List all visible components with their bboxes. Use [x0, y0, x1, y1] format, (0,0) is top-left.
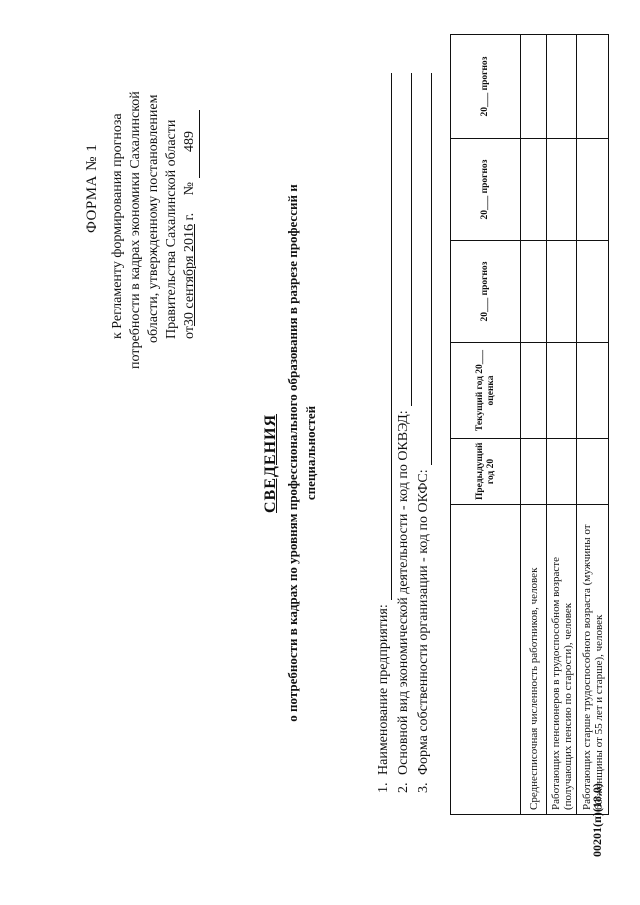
document-title: СВЕДЕНИЯ [262, 413, 279, 513]
field-label: Наименование предприятия: [376, 604, 391, 775]
row-label: Работающих пенсионеров в трудоспособном возрасте (получающих пенсию по старости), человек [547, 505, 577, 815]
field-number: 2. [396, 782, 411, 793]
field-number: 3. [416, 782, 431, 793]
table-cell[interactable] [577, 439, 609, 505]
table-cell[interactable] [547, 439, 577, 505]
table-header-cell: 20___ прогноз [451, 35, 521, 139]
decree-date-line [180, 111, 200, 340]
table-cell[interactable] [521, 343, 547, 439]
table-header-cell [451, 505, 521, 815]
regulation-ref-line-1: к Регламенту формирования прогноза [110, 113, 125, 339]
table-header-cell: Текущий год 20___ оценка [451, 343, 521, 439]
table-cell[interactable] [547, 343, 577, 439]
decree-number: 489 [180, 111, 200, 179]
subtitle-line-2: специальностей [303, 405, 318, 501]
table-cell[interactable] [521, 139, 547, 241]
table-header-row [451, 35, 521, 815]
regulation-ref-line-4: Правительства Сахалинской области [164, 119, 179, 339]
table-cell[interactable] [547, 139, 577, 241]
form-title: ФОРМА № 1 [84, 143, 100, 233]
table-row [547, 35, 577, 815]
field-label: Основной вид экономической деятельности - код по ОКВЭД: [396, 410, 411, 775]
table-cell[interactable] [521, 241, 547, 343]
field-number: 1. [376, 782, 391, 793]
staffing-table [450, 34, 609, 815]
subtitle-line-1: о потребности в кадрах по уровням профессионального образования в разрезе профессий и [285, 184, 300, 722]
table-cell[interactable] [547, 241, 577, 343]
field-okfs-code[interactable] [416, 73, 432, 793]
date-prefix: от [182, 326, 197, 339]
table-cell[interactable] [521, 35, 547, 139]
table-cell[interactable] [521, 439, 547, 505]
regulation-ref-line-2: потребности в кадрах экономики Сахалинской [128, 91, 143, 369]
field-fill-line[interactable] [417, 73, 432, 465]
table-row [521, 35, 547, 815]
table-cell[interactable] [577, 343, 609, 439]
field-fill-line[interactable] [377, 73, 392, 600]
row-label: Работающих старше трудоспособного возраста (мужчины от 60/женщины от 55 лет и старше), человек [577, 505, 609, 815]
field-enterprise-name[interactable] [376, 73, 392, 793]
field-label: Форма собственности организации - код по ОКФС: [416, 469, 431, 775]
table-cell[interactable] [547, 35, 577, 139]
table-header-cell: Предыдущий год 20 [451, 439, 521, 505]
field-fill-line[interactable] [397, 73, 412, 406]
year-suffix: г. [182, 212, 197, 221]
number-label: № [182, 182, 197, 196]
table-cell[interactable] [577, 241, 609, 343]
regulation-ref-line-3: области, утвержденному постановлением [146, 94, 161, 343]
table-cell[interactable] [577, 139, 609, 241]
table-row [577, 35, 609, 815]
table-header-cell: 20___ прогноз [451, 139, 521, 241]
row-label: Среднесписочная численность работников, человек [521, 505, 547, 815]
field-okved-code[interactable] [396, 73, 412, 793]
decree-date: 30 сентября 2016 [182, 224, 197, 327]
table-cell[interactable] [577, 35, 609, 139]
document-subtitle [284, 93, 320, 813]
table-header-cell: 20___ прогноз [451, 241, 521, 343]
form-code: 00201(п)(18.0) [590, 783, 604, 857]
